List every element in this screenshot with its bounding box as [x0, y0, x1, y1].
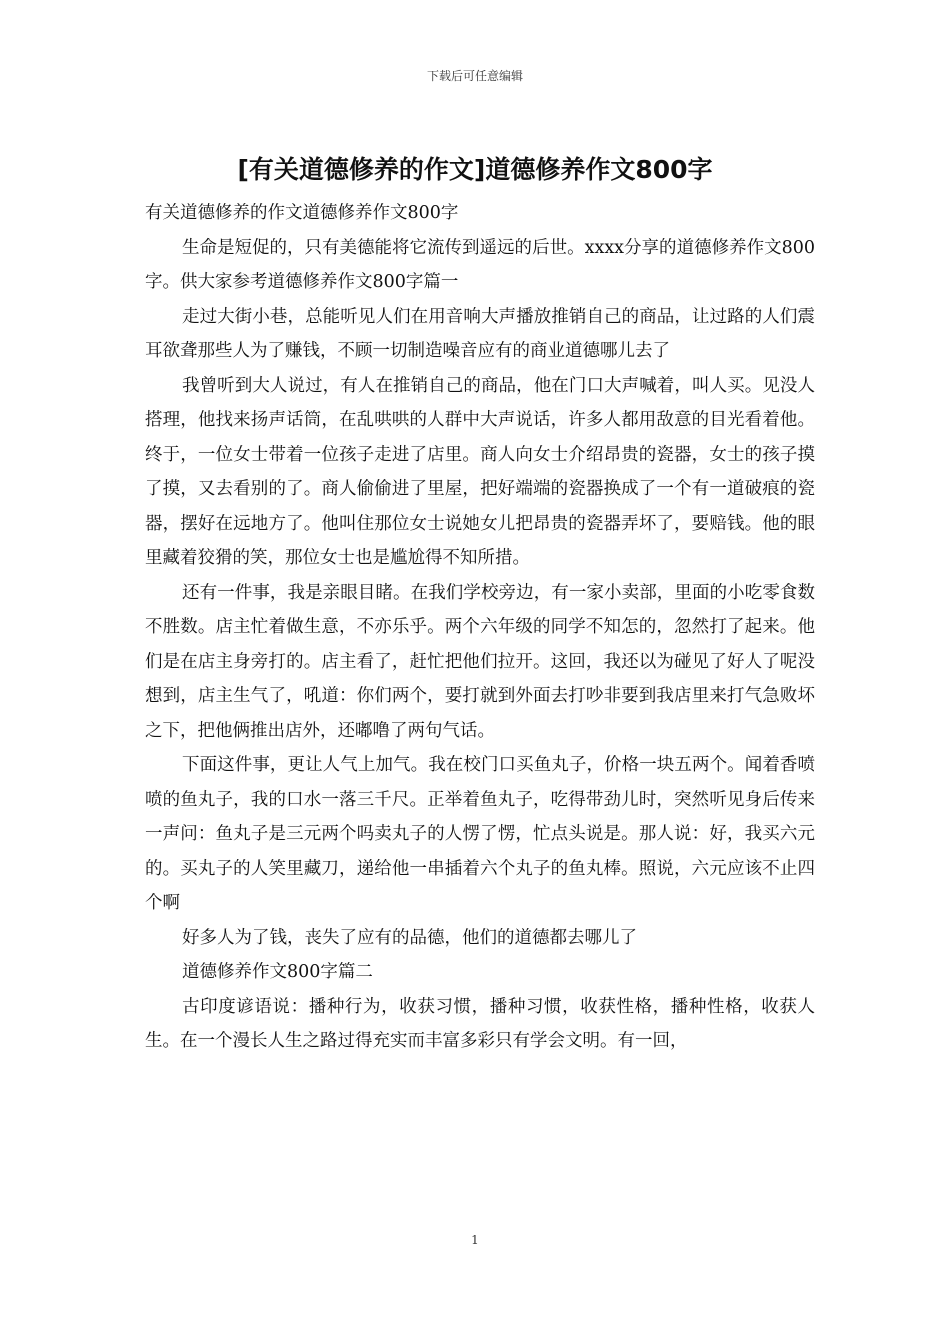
header-note: 下载后可任意编辑 — [426, 69, 523, 83]
section-heading: 道德修养作文800字篇二 — [182, 962, 373, 982]
paragraph: 我曾听到大人说过，有人在推销自己的商品，他在门口大声喊着，叫人买。见没人搭理，他找来扬声话筒，在乱哄哄的人群中大声说话，许多人都用敌意的目光看着他。终于，一位女士带着一位孩子走进了店里。商人向女士介绍昂贵的瓷器，女士的孩子摸了摸，又去看别的了。商人偷偷进了里屋，把好端端的瓷器换成了一个有一道破痕的瓷器，摆好在远地方了。他叫住那位女士说她女儿把昂贵的瓷器弄坏了，要赔钱。他的眼里藏着狡猾的笑，那位女士也是尴尬得不知所措。 — [145, 375, 815, 568]
paragraph: 走过大街小巷，总能听见人们在用音响大声播放推销自己的商品，让过路的人们震耳欲聋那些人为了赚钱，不顾一切制造噪音应有的商业道德哪儿去了 — [145, 306, 815, 361]
subtitle-paragraph: 有关道德修养的作文道德修养作文800字 — [145, 203, 459, 223]
paragraph: 古印度谚语说：播种行为，收获习惯，播种习惯，收获性格，播种性格，收获人生。在一个漫长人生之路过得充实而丰富多彩只有学会文明。有一回， — [145, 996, 815, 1051]
document-title: [有关道德修养的作文]道德修养作文800字 — [237, 155, 713, 184]
paragraph: 生命是短促的，只有美德能将它流传到遥远的后世。xxxx分享的道德修养作文800字。供大家参考道德修养作文800字篇一 — [145, 237, 815, 292]
paragraph: 下面这件事，更让人气上加气。我在校门口买鱼丸子，价格一块五两个。闻着香喷喷的鱼丸子，我的口水一落三千尺。正举着鱼丸子，吃得带劲儿时，突然听见身后传来一声问：鱼丸子是三元两个吗卖丸子的人愣了愣，忙点头说是。那人说：好，我买六元的。买丸子的人笑里藏刀，递给他一串插着六个丸子的鱼丸棒。照说，六元应该不止四个啊 — [145, 755, 815, 913]
paragraph: 还有一件事，我是亲眼目睹。在我们学校旁边，有一家小卖部，里面的小吃零食数不胜数。店主忙着做生意，不亦乐乎。两个六年级的同学不知怎的，忽然打了起来。他们是在店主身旁打的。店主看了，赶忙把他们拉开。这回，我还以为碰见了好人了呢没想到，店主生气了，吼道：你们两个，要打就到外面去打吵非要到我店里来打气急败坏之下，把他俩推出店外，还嘟噜了两句气话。 — [145, 582, 815, 741]
paragraph: 好多人为了钱，丧失了应有的品德，他们的道德都去哪儿了 — [182, 927, 637, 948]
page-number: 1 — [471, 1233, 479, 1247]
document-body — [145, 196, 815, 1059]
